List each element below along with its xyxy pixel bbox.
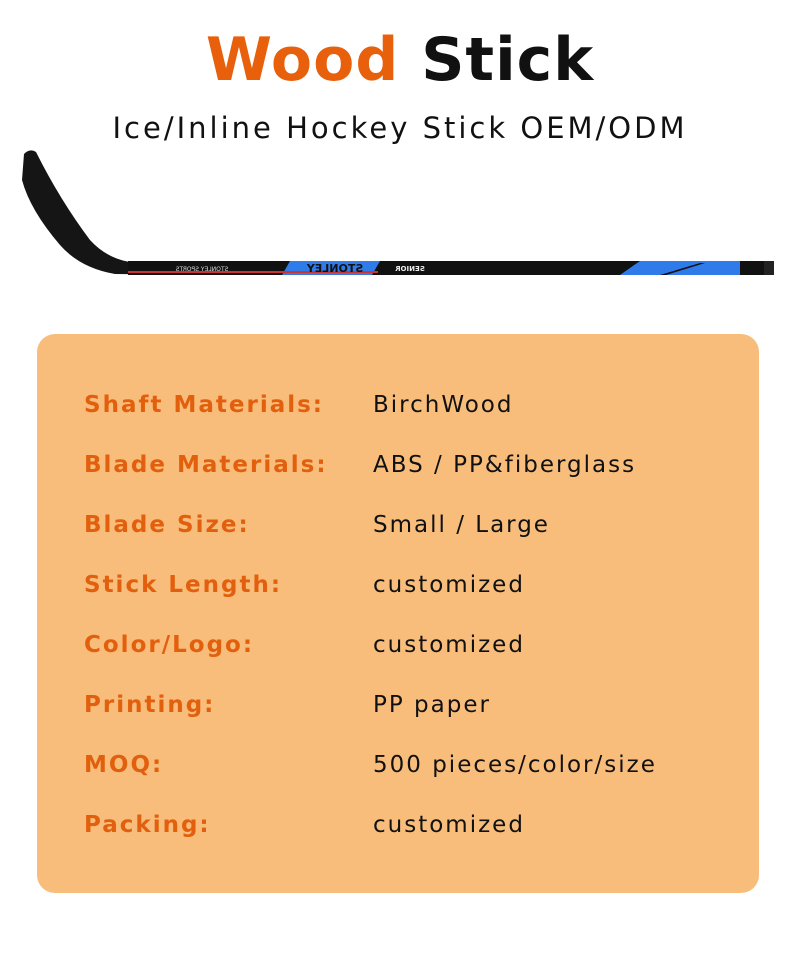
spec-label: Shaft Materials: [84,392,324,418]
spec-value: BirchWood [373,392,514,418]
page-title [0,22,800,98]
spec-label: Blade Materials: [84,452,328,478]
stick-label: SENIOR [395,265,425,273]
spec-label: Packing: [84,812,211,838]
spec-label: Stick Length: [84,572,283,598]
spec-value: 500 pieces/color/size [373,752,657,778]
stick-maker: STONLEY SPORTS [175,266,229,273]
spec-value: customized [373,572,525,598]
spec-label: MOQ: [84,752,164,778]
spec-value: ABS / PP&fiberglass [373,452,637,478]
spec-label: Color/Logo: [84,632,255,658]
spec-value: PP paper [373,692,491,718]
spec-label: Printing: [84,692,216,718]
title-accent: Wood [205,25,400,95]
spec-label: Blade Size: [84,512,250,538]
page-subtitle: Ice/Inline Hockey Stick OEM/ODM [112,111,688,145]
stick-brand: STONLEY [306,262,364,275]
spec-card [37,334,759,893]
title-main: Stick [421,25,595,95]
spec-value: customized [373,632,525,658]
spec-value: customized [373,812,525,838]
hockey-stick-image [0,140,800,290]
spec-value: Small / Large [373,512,550,538]
